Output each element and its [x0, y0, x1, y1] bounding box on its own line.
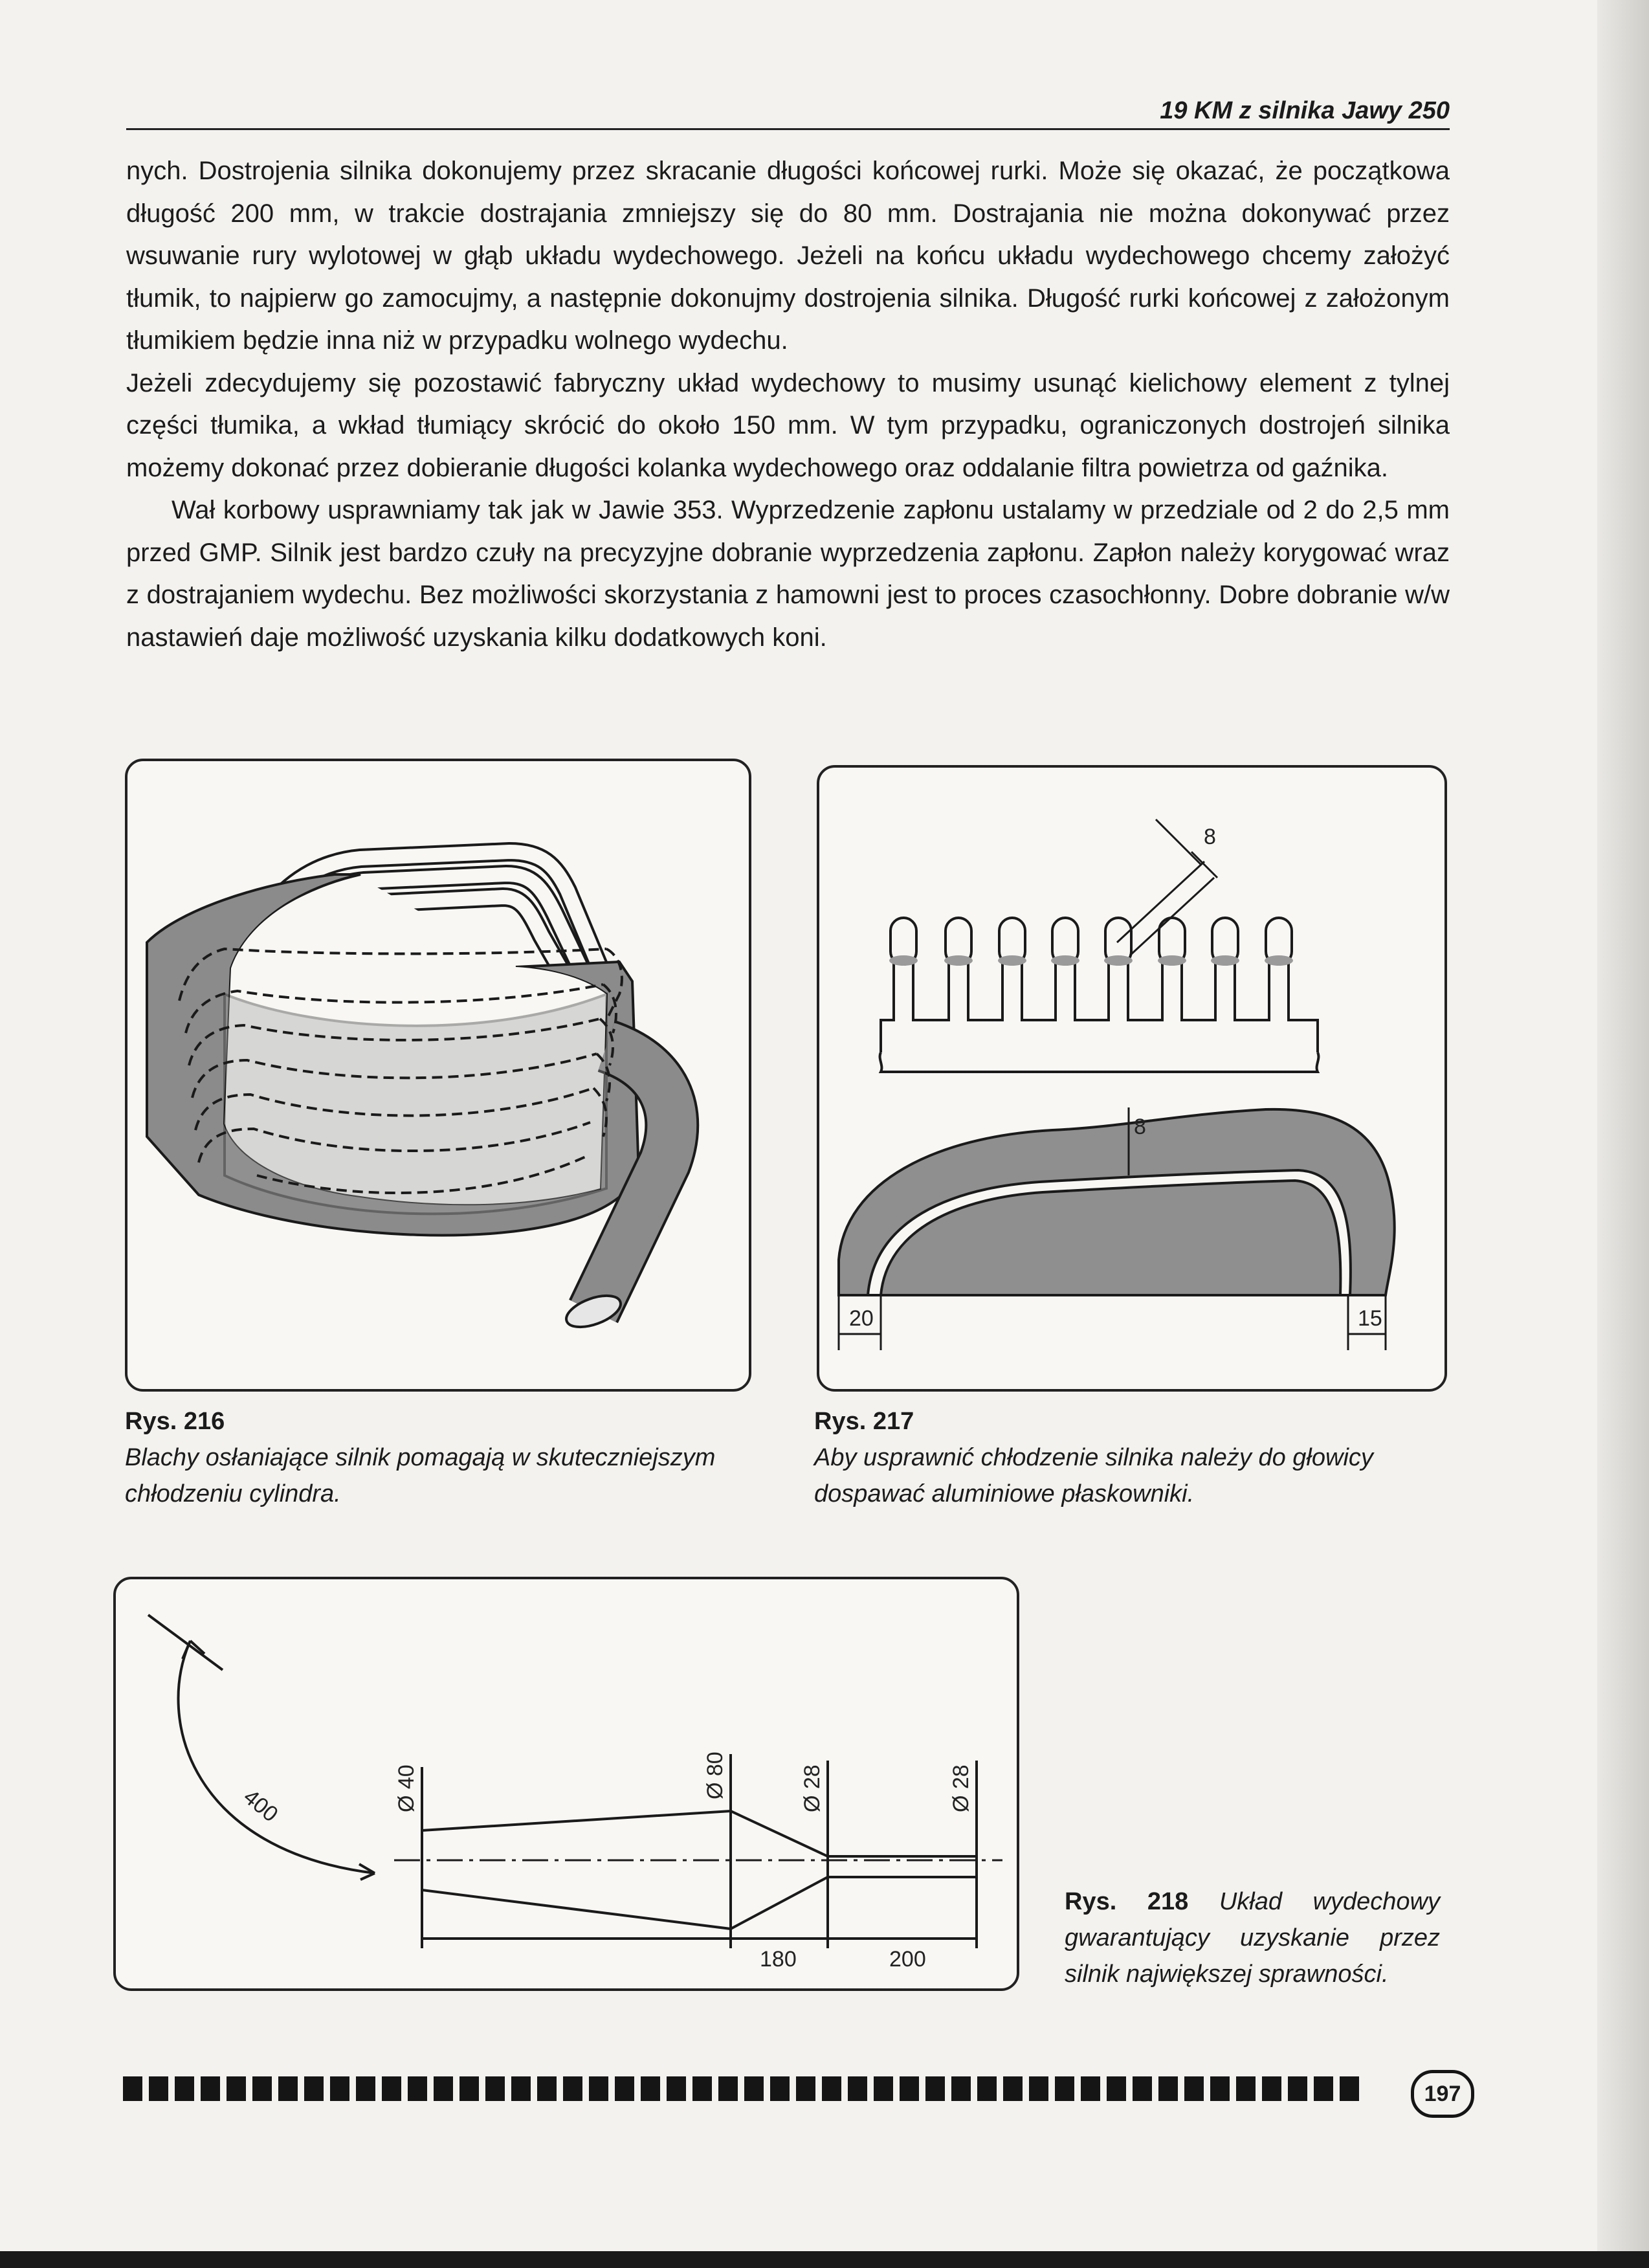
body-text	[126, 150, 1450, 659]
paragraph-3: Wał korbowy usprawniamy tak jak w Jawie 353. Wyprzedzenie zapłonu ustalamy w przedziale od 2 do 2,5 mm przed GMP. Silnik jest bardzo czuły na precyzyjne dobranie wyprzedzenia zapłonu. Zapłon należy korygować wraz z dostrajaniem wydechu. Bez możliwości skorzystania z hamowni jest to proces czasochłonny. Dobre dobranie w/w nastawień daje możliwość uzyskania kilku dodatkowych koni.	[126, 496, 1450, 652]
fig218-dim-d40: Ø 40	[394, 1764, 419, 1812]
figure-218-text: Układ wydechowy gwarantujący uzyskanie przez silnik największej sprawności.	[1065, 1888, 1440, 1988]
figure-216-caption	[125, 1403, 759, 1512]
bottom-edge	[0, 2251, 1649, 2268]
fig218-dim-180: 180	[760, 1947, 797, 1972]
fig217-dim-left: 20	[849, 1306, 874, 1331]
cooling-shroud-drawing	[127, 761, 749, 1389]
figure-217-number: Rys. 217	[814, 1408, 914, 1435]
cylinder-head-fins-drawing	[819, 768, 1444, 1389]
figure-216-frame	[125, 759, 751, 1392]
exhaust-system-drawing	[116, 1579, 1017, 1988]
paragraph-1: nych. Dostrojenia silnika dokonujemy przez skracanie długości końcowej rurki. Może się okazać, że początkowa długość 200 mm, w trakcie dostrajania zmniejszy się do 80 mm. Dostrajania nie można dokonywać przez wsuwanie rury wylotowej w głąb układu wydechowego. Jeżeli na końcu układu wydechowego chcemy założyć tłumik, to najpierw go zamocujmy, a następnie dokonujmy dostrojenia silnika. Długość rurki końcowej z założonym tłumikiem będzie inna niż w przypadku wolnego wydechu.	[126, 157, 1450, 355]
figure-216-number: Rys. 216	[125, 1408, 225, 1435]
fig217-dim-right: 15	[1358, 1306, 1382, 1331]
header-rule	[126, 128, 1450, 130]
page-number: 197	[1411, 2070, 1474, 2118]
page-edge-shadow	[1597, 0, 1649, 2268]
figure-218-caption	[1065, 1884, 1440, 1992]
figure-217-text: Aby usprawnić chłodzenie silnika należy do głowicy dospawać aluminiowe płaskowniki.	[814, 1444, 1373, 1507]
fig218-dim-d28a: Ø 28	[800, 1764, 825, 1812]
fig218-dim-arc: 400	[238, 1784, 283, 1827]
running-head: 19 KM z silnika Jawy 250	[1160, 97, 1450, 124]
fig217-dim-mid: 8	[1134, 1115, 1146, 1139]
fig217-dim-top: 8	[1204, 825, 1216, 849]
footer-checker-band	[123, 2076, 1366, 2101]
fig218-dim-d28b: Ø 28	[949, 1764, 973, 1812]
figure-217-frame	[817, 765, 1447, 1392]
figure-217-caption	[814, 1403, 1448, 1512]
paragraph-2: Jeżeli zdecydujemy się pozostawić fabryczny układ wydechowy to musimy usunąć kielichowy element z tylnej części tłumika, a wkład tłumiący skrócić do około 150 mm. W tym przypadku, ograniczonych dostrojeń silnika możemy dokonać przez dobieranie długości kolanka wydechowego oraz oddalanie filtra powietrza od gaźnika.	[126, 368, 1450, 482]
fig218-dim-200: 200	[889, 1947, 926, 1972]
figure-216-text: Blachy osłaniające silnik pomagają w skuteczniejszym chłodzeniu cylindra.	[125, 1444, 716, 1507]
figure-218-frame	[113, 1577, 1019, 1991]
figure-218-number: Rys. 218	[1065, 1888, 1189, 1915]
fig218-dim-d80: Ø 80	[703, 1751, 727, 1799]
